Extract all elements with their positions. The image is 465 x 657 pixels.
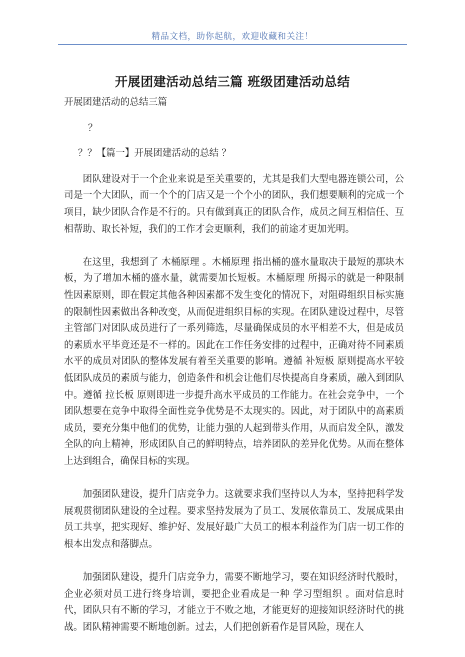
- document-body: [64, 95, 404, 636]
- document-title: 开展团建活动总结三篇 班级团建活动总结: [114, 74, 351, 89]
- header-divider: [58, 44, 407, 45]
- header-note: 精品文档，助你起航，欢迎收藏和关注！: [151, 32, 314, 42]
- section-heading: ？？【篇一】开展团建活动的总结 ？: [78, 148, 231, 160]
- paragraph-4: 加强团队建设，提升门店竞争力，需要不断地学习，要在知识经济时代般时，企业必须对员工进行终身培训，要把企业看成是一种 学习型组织 。面对信息时代，团队只有不断的学习，才能立于不败之地，才能更好的迎接知识经济时代的挑战。团队精神需要不断地创新。过去，人们把创新看作是冒风险，现在人: [64, 572, 404, 633]
- paragraph-1: 团队建设对于一个企业来说是至关重要的，尤其是我们大型电器连锁公司，公司是一个大团队，而一个个的门店又是一个个小的团队，我们想要顺利的完成一个项目，缺少团队合作是不行的。只有做到真正的团队合作，成员之间互相信任、互相帮助、取长补短，我们的工作才会更顺利，我们的前途才更加光明。: [64, 173, 404, 235]
- document-subtitle: 开展团建活动的总结三篇: [64, 97, 168, 108]
- question-mark-line: ？: [88, 122, 98, 134]
- paragraph-3: 加强团队建设，提升门店竞争力。这就要求我们坚持以人为本，坚持把科学发展观贯彻团队建设的全过程。要求坚持发展为了员工、发展依靠员工、发展成果由员工共享，把实现好、维护好、发展好最广大员工的根本利益作为门店一切工作的根本出发点和落脚点。: [64, 489, 404, 550]
- paragraph-2: 在这里，我想到了 木桶原理 。木桶原理 指出桶的盛水量取决于最短的那块木板，为了增加木桶的盛水量，就需要加长短板。木桶原理 所揭示的就是一种限制性因素原则，即在假定其他各种因素都不发生变化的情况下，对阻碍组织目标实施的限制性因素做出各种改变，从而促进组织目标的实现。在团队建设过程中，尽管主管部门对团队成员进行了一系列筛选，尽量确保成员的水平相差不大，但是成员的素质水平毕竟还是不一样的。因此在工作任务安排的过程中，正确对待不同素质水平的成员对团队的整体发展有着至关重要的影响。遵循 补短板 原则提高水平较低团队成员的素质与能力，创造条件和机会让他们尽快提高自身素质，融入到团队中。遵循 拉长板 原则即进一步提升高水平成员的工作能力。在社会竞争中，一个团队想要在竞争中取得全面性竞争优势是不太现实的。因此，对于团队中的高素质成员，要充分集中他们的优势，让能力强的人起到带头作用，从而启发全队，激发全队的向上精神，形成团队自己的鲜明特点，培养团队的差异化优势。从而在整体上达到组合，确保目标的实现。: [64, 256, 404, 467]
